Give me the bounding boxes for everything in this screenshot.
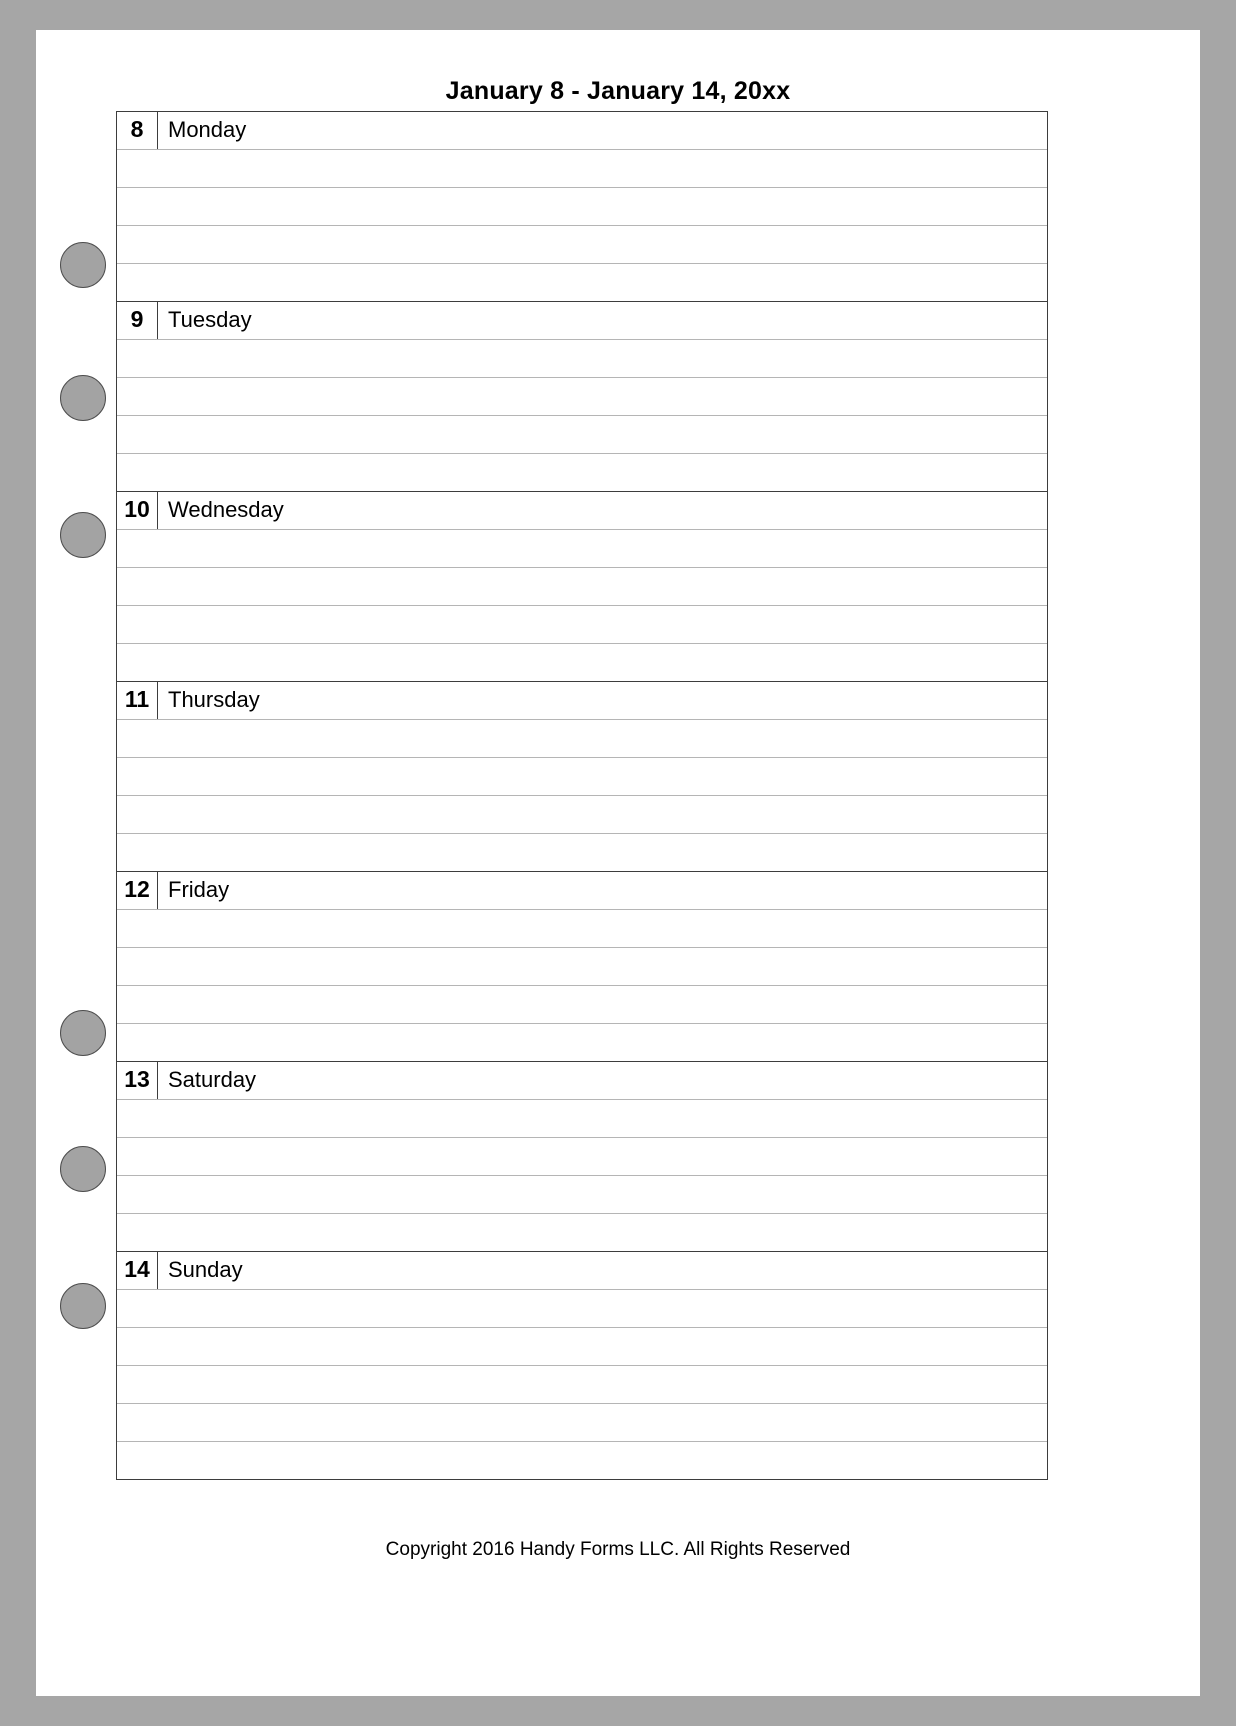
writing-line[interactable]: [117, 833, 1047, 871]
day-number: 11: [117, 682, 158, 719]
writing-line[interactable]: [117, 1023, 1047, 1061]
writing-line[interactable]: [117, 567, 1047, 605]
punch-hole: [60, 512, 106, 558]
day-block: [117, 112, 1047, 301]
day-block: [117, 681, 1047, 871]
day-name: Saturday: [168, 1066, 257, 1092]
planner-page: [36, 30, 1200, 1696]
day-header: [117, 302, 1047, 339]
day-header: [117, 1062, 1047, 1099]
writing-line[interactable]: [117, 643, 1047, 681]
writing-line[interactable]: [117, 1137, 1047, 1175]
writing-line[interactable]: [117, 187, 1047, 225]
writing-line[interactable]: [117, 1327, 1047, 1365]
writing-line[interactable]: [117, 263, 1047, 301]
writing-line[interactable]: [117, 1403, 1047, 1441]
punch-hole: [60, 242, 106, 288]
day-block: [117, 1251, 1047, 1479]
day-name: Sunday: [168, 1256, 243, 1282]
day-header: [117, 492, 1047, 529]
writing-line[interactable]: [117, 1365, 1047, 1403]
punch-hole: [60, 1010, 106, 1056]
day-header: [117, 1252, 1047, 1289]
day-block: [117, 871, 1047, 1061]
punch-hole: [60, 1283, 106, 1329]
writing-line[interactable]: [117, 453, 1047, 491]
day-number: 8: [117, 112, 158, 149]
writing-line[interactable]: [117, 1441, 1047, 1479]
day-name: Wednesday: [168, 496, 284, 522]
day-header: [117, 682, 1047, 719]
writing-line[interactable]: [117, 1099, 1047, 1137]
day-name: Friday: [168, 876, 230, 902]
writing-line[interactable]: [117, 757, 1047, 795]
writing-line[interactable]: [117, 149, 1047, 187]
day-number: 14: [117, 1252, 158, 1289]
writing-line[interactable]: [117, 415, 1047, 453]
writing-line[interactable]: [117, 1175, 1047, 1213]
day-name: Thursday: [168, 686, 260, 712]
punch-hole: [60, 375, 106, 421]
writing-line[interactable]: [117, 339, 1047, 377]
page-title: January 8 - January 14, 20xx: [445, 77, 791, 105]
day-number: 13: [117, 1062, 158, 1099]
writing-line[interactable]: [117, 377, 1047, 415]
day-name: Tuesday: [168, 306, 252, 332]
day-block: [117, 301, 1047, 491]
writing-line[interactable]: [117, 909, 1047, 947]
writing-line[interactable]: [117, 1289, 1047, 1327]
day-block: [117, 1061, 1047, 1251]
writing-line[interactable]: [117, 795, 1047, 833]
day-number: 12: [117, 872, 158, 909]
day-header: [117, 872, 1047, 909]
copyright-notice: Copyright 2016 Handy Forms LLC. All Rights Reserved: [385, 1539, 851, 1560]
day-name: Monday: [168, 116, 247, 142]
day-number: 9: [117, 302, 158, 339]
day-header: [117, 112, 1047, 149]
writing-line[interactable]: [117, 225, 1047, 263]
day-block: [117, 491, 1047, 681]
punch-hole: [60, 1146, 106, 1192]
writing-line[interactable]: [117, 947, 1047, 985]
writing-line[interactable]: [117, 605, 1047, 643]
day-number: 10: [117, 492, 158, 529]
writing-line[interactable]: [117, 985, 1047, 1023]
writing-line[interactable]: [117, 529, 1047, 567]
weekly-planner-table: [116, 111, 1048, 1480]
writing-line[interactable]: [117, 1213, 1047, 1251]
writing-line[interactable]: [117, 719, 1047, 757]
